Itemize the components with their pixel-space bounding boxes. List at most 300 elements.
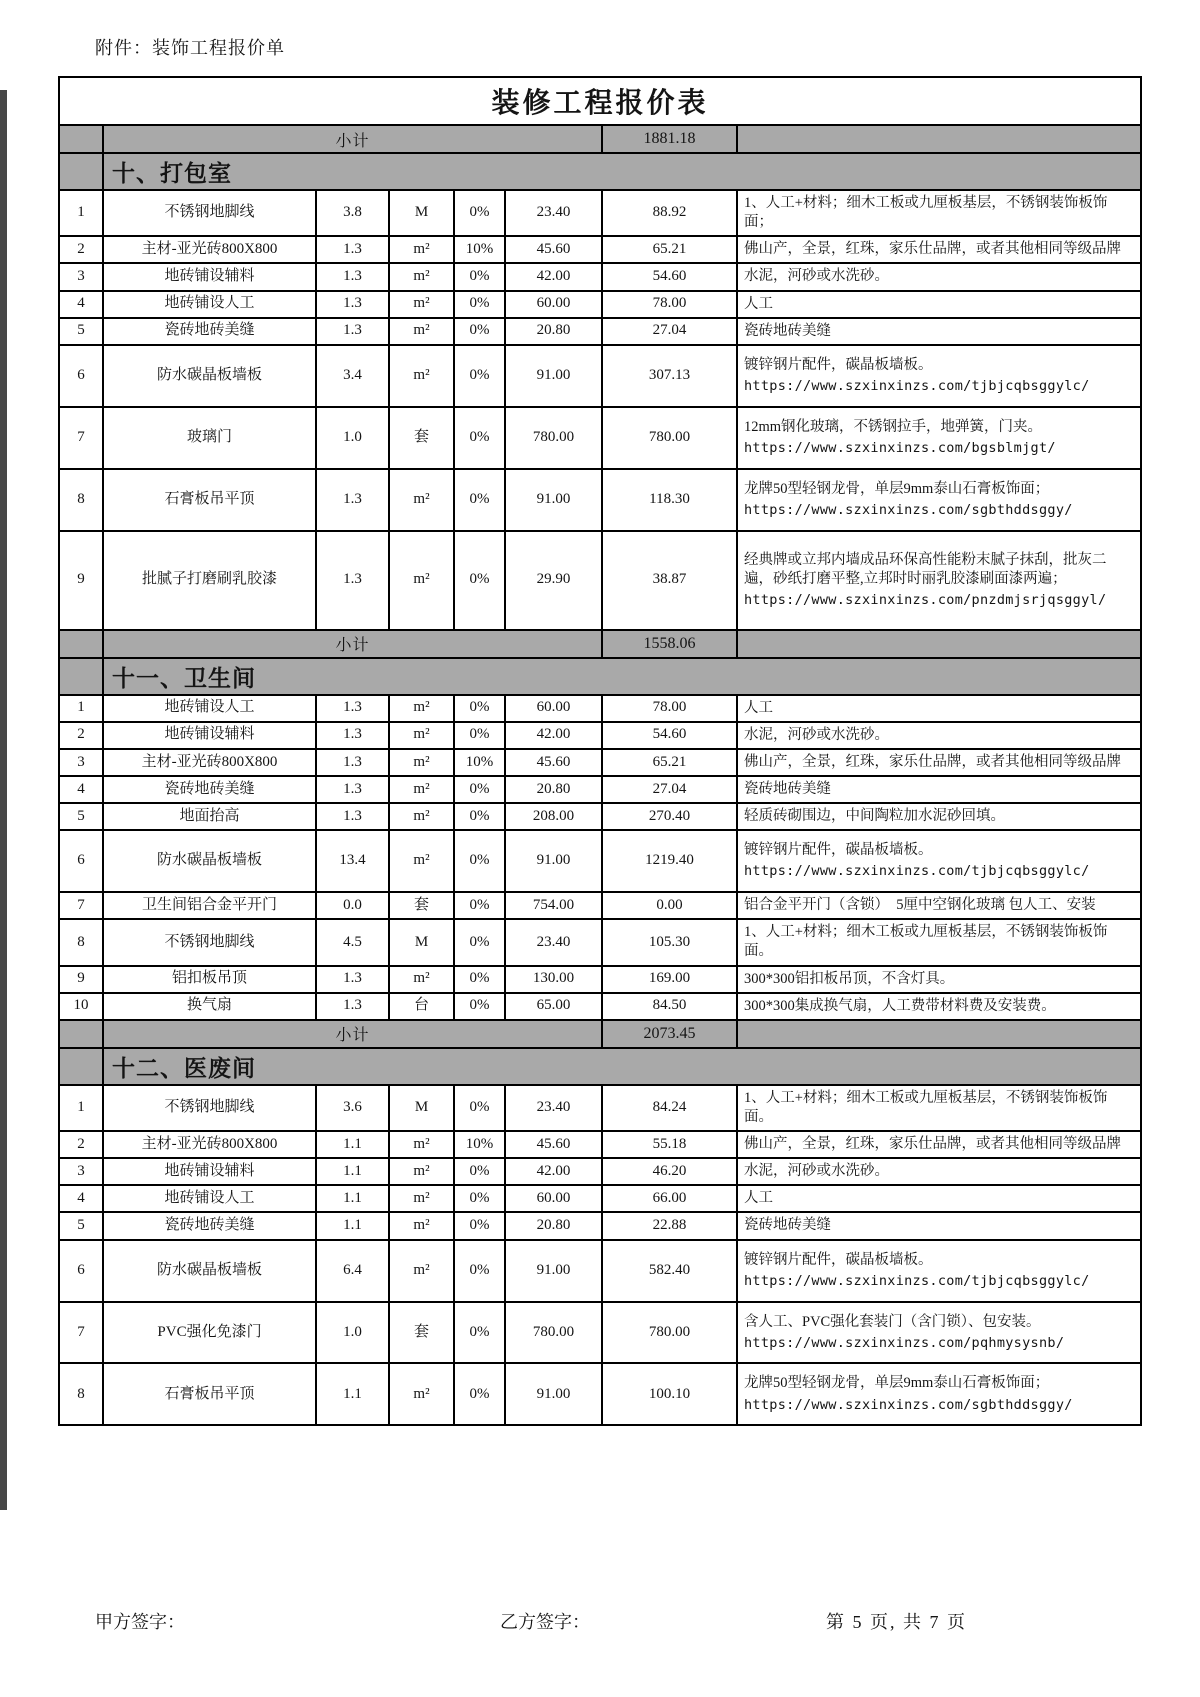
item-unit-price: 60.00 [505, 1185, 602, 1212]
item-row [59, 830, 1141, 892]
item-quantity: 1.3 [316, 469, 389, 531]
item-unit: m² [389, 469, 454, 531]
item-total: 22.88 [602, 1212, 737, 1239]
item-row [59, 966, 1141, 993]
row-index: 3 [59, 263, 103, 290]
section-index-cell [59, 153, 103, 190]
item-name: 石膏板吊平顶 [103, 469, 316, 531]
item-quantity: 3.8 [316, 190, 389, 236]
item-remark [737, 1240, 1141, 1302]
subtotal-remark-cell [737, 630, 1141, 658]
item-unit-price: 91.00 [505, 830, 602, 892]
item-unit: m² [389, 695, 454, 722]
item-unit: 台 [389, 993, 454, 1020]
item-remark [737, 1212, 1141, 1239]
item-quantity: 3.4 [316, 345, 389, 407]
item-remark [737, 1363, 1141, 1425]
section-title: 十二、医废间 [103, 1048, 1141, 1085]
remark-text: 水泥，河砂或水洗砂。 [744, 268, 889, 285]
item-loss-rate: 0% [454, 345, 505, 407]
item-row [59, 1240, 1141, 1302]
item-row [59, 407, 1141, 469]
section-index-cell [59, 1048, 103, 1085]
item-unit-price: 60.00 [505, 291, 602, 318]
item-unit-price: 23.40 [505, 190, 602, 236]
item-name: 玻璃门 [103, 407, 316, 469]
item-row [59, 695, 1141, 722]
section-title: 十、打包室 [103, 153, 1141, 190]
remark-text: 人工 [744, 699, 773, 716]
subtotal-label: 小计 [103, 630, 602, 658]
item-unit-price: 29.90 [505, 531, 602, 630]
item-unit: m² [389, 345, 454, 407]
item-total: 66.00 [602, 1185, 737, 1212]
item-row [59, 722, 1141, 749]
item-total: 78.00 [602, 291, 737, 318]
item-name: 防水碳晶板墙板 [103, 1240, 316, 1302]
attachment-label: 附件：装饰工程报价单 [95, 38, 285, 58]
item-name: 地砖铺设辅料 [103, 1158, 316, 1185]
item-quantity: 1.3 [316, 776, 389, 803]
item-row [59, 1085, 1141, 1131]
item-total: 270.40 [602, 803, 737, 830]
item-remark [737, 722, 1141, 749]
item-unit-price: 208.00 [505, 803, 602, 830]
item-total: 118.30 [602, 469, 737, 531]
item-unit: m² [389, 1131, 454, 1158]
row-index: 2 [59, 1131, 103, 1158]
item-row [59, 469, 1141, 531]
item-remark [737, 1158, 1141, 1185]
item-name: 防水碳晶板墙板 [103, 830, 316, 892]
item-total: 100.10 [602, 1363, 737, 1425]
remark-text: 1、人工+材料；细木工板或九厘板基层，不锈钢装饰板饰面； [744, 195, 1108, 231]
item-loss-rate: 0% [454, 776, 505, 803]
item-name: 防水碳晶板墙板 [103, 345, 316, 407]
remark-text: 佛山产，全景，红珠，家乐仕品牌，或者其他相同等级品牌 [744, 753, 1121, 770]
item-unit: 套 [389, 1302, 454, 1364]
item-total: 84.50 [602, 993, 737, 1020]
remark-url: https://www.szxinxinzs.com/tjbjcqbsggylc/ [744, 1272, 1090, 1289]
row-index: 2 [59, 236, 103, 263]
item-remark [737, 531, 1141, 630]
item-loss-rate: 0% [454, 531, 505, 630]
item-total: 27.04 [602, 318, 737, 345]
item-total: 84.24 [602, 1085, 737, 1131]
item-name: 卫生间铝合金平开门 [103, 892, 316, 919]
item-remark [737, 1085, 1141, 1131]
row-index: 6 [59, 830, 103, 892]
remark-url: https://www.szxinxinzs.com/tjbjcqbsggylc/ [744, 377, 1090, 394]
row-index: 1 [59, 1085, 103, 1131]
item-name: 瓷砖地砖美缝 [103, 1212, 316, 1239]
item-total: 780.00 [602, 407, 737, 469]
item-quantity: 13.4 [316, 830, 389, 892]
item-row [59, 1185, 1141, 1212]
item-row [59, 190, 1141, 236]
remark-url: https://www.szxinxinzs.com/sgbthddsggy/ [744, 501, 1073, 518]
row-index: 6 [59, 1240, 103, 1302]
item-row [59, 749, 1141, 776]
item-loss-rate: 0% [454, 1212, 505, 1239]
item-quantity: 1.3 [316, 318, 389, 345]
item-unit-price: 754.00 [505, 892, 602, 919]
row-index: 5 [59, 318, 103, 345]
item-quantity: 1.3 [316, 722, 389, 749]
remark-text: 人工 [744, 1190, 773, 1207]
row-index: 4 [59, 291, 103, 318]
item-unit: m² [389, 722, 454, 749]
remark-text: 镀锌钢片配件，碳晶板墙板。 [744, 1251, 933, 1268]
remark-text: 瓷砖地砖美缝 [744, 322, 831, 339]
item-name: 换气扇 [103, 993, 316, 1020]
item-name: 瓷砖地砖美缝 [103, 776, 316, 803]
item-name: 地砖铺设人工 [103, 291, 316, 318]
item-name: 主材-亚光砖800X800 [103, 236, 316, 263]
remark-text: 12mm钢化玻璃，不锈钢拉手，地弹簧，门夹。 [744, 418, 1043, 435]
item-unit-price: 45.60 [505, 236, 602, 263]
item-loss-rate: 0% [454, 993, 505, 1020]
item-total: 1219.40 [602, 830, 737, 892]
item-unit: m² [389, 776, 454, 803]
item-row [59, 318, 1141, 345]
scan-edge-shadow [0, 90, 7, 1510]
item-name: 主材-亚光砖800X800 [103, 1131, 316, 1158]
remark-text: 1、人工+材料；细木工板或九厘板基层，不锈钢装饰板饰面。 [744, 924, 1108, 960]
item-unit-price: 20.80 [505, 776, 602, 803]
row-index: 5 [59, 803, 103, 830]
item-row [59, 236, 1141, 263]
item-unit: M [389, 1085, 454, 1131]
item-quantity: 1.1 [316, 1131, 389, 1158]
item-unit: m² [389, 1363, 454, 1425]
remark-text: 水泥，河砂或水洗砂。 [744, 1163, 889, 1180]
item-quantity: 1.3 [316, 695, 389, 722]
remark-text: 瓷砖地砖美缝 [744, 781, 831, 797]
item-unit: m² [389, 531, 454, 630]
item-loss-rate: 0% [454, 469, 505, 531]
subtotal-remark-cell [737, 125, 1141, 153]
subtotal-value: 1558.06 [602, 630, 737, 658]
item-quantity: 1.3 [316, 291, 389, 318]
item-quantity: 1.1 [316, 1212, 389, 1239]
item-name: 主材-亚光砖800X800 [103, 749, 316, 776]
item-loss-rate: 0% [454, 695, 505, 722]
item-unit: m² [389, 1185, 454, 1212]
item-unit-price: 780.00 [505, 407, 602, 469]
item-unit-price: 91.00 [505, 1240, 602, 1302]
item-total: 54.60 [602, 722, 737, 749]
item-name: 不锈钢地脚线 [103, 190, 316, 236]
page-number-indicator: 第 5 页, 共 7 页 [826, 1612, 967, 1632]
item-remark [737, 291, 1141, 318]
item-unit-price: 20.80 [505, 1212, 602, 1239]
item-loss-rate: 0% [454, 919, 505, 965]
item-quantity: 1.1 [316, 1185, 389, 1212]
item-total: 78.00 [602, 695, 737, 722]
item-remark [737, 892, 1141, 919]
item-unit: m² [389, 830, 454, 892]
item-unit-price: 91.00 [505, 469, 602, 531]
item-unit-price: 42.00 [505, 1158, 602, 1185]
item-quantity: 1.3 [316, 263, 389, 290]
section-header-row [59, 658, 1141, 695]
item-remark [737, 966, 1141, 993]
item-unit: m² [389, 318, 454, 345]
subtotal-label: 小计 [103, 1020, 602, 1048]
item-unit-price: 42.00 [505, 263, 602, 290]
item-unit: m² [389, 1240, 454, 1302]
subtotal-remark-cell [737, 1020, 1141, 1048]
item-quantity: 1.0 [316, 1302, 389, 1364]
row-index: 4 [59, 776, 103, 803]
item-total: 88.92 [602, 190, 737, 236]
item-total: 55.18 [602, 1131, 737, 1158]
remark-text: 经典牌或立邦内墙成品环保高性能粉末腻子抹刮，批灰二遍，砂纸打磨平整,立邦时时丽乳胶漆刷面漆两遍； [744, 551, 1107, 587]
subtotal-index-cell [59, 630, 103, 658]
item-row [59, 291, 1141, 318]
item-unit: m² [389, 1212, 454, 1239]
remark-text: 龙牌50型轻钢龙骨，单层9mm泰山石膏板饰面； [744, 1375, 1050, 1392]
row-index: 8 [59, 469, 103, 531]
item-quantity: 3.6 [316, 1085, 389, 1131]
item-unit: m² [389, 1158, 454, 1185]
remark-text: 人工 [744, 295, 773, 312]
item-unit-price: 65.00 [505, 993, 602, 1020]
item-unit-price: 780.00 [505, 1302, 602, 1364]
party-a-signature-label: 甲方签字： [95, 1612, 185, 1632]
item-quantity: 1.0 [316, 407, 389, 469]
row-index: 8 [59, 1363, 103, 1425]
item-quantity: 1.3 [316, 966, 389, 993]
remark-url: https://www.szxinxinzs.com/bgsblmjgt/ [744, 439, 1056, 456]
item-unit-price: 91.00 [505, 1363, 602, 1425]
item-total: 780.00 [602, 1302, 737, 1364]
item-name: 地砖铺设人工 [103, 695, 316, 722]
item-quantity: 1.3 [316, 236, 389, 263]
item-total: 27.04 [602, 776, 737, 803]
item-row [59, 919, 1141, 965]
row-index: 3 [59, 749, 103, 776]
item-loss-rate: 0% [454, 722, 505, 749]
item-row [59, 1302, 1141, 1364]
item-loss-rate: 0% [454, 318, 505, 345]
item-remark [737, 1131, 1141, 1158]
item-remark [737, 236, 1141, 263]
item-quantity: 1.1 [316, 1158, 389, 1185]
item-unit: m² [389, 749, 454, 776]
remark-text: 300*300集成换气扇，人工费带材料费及安装费。 [744, 997, 1056, 1014]
item-loss-rate: 0% [454, 1363, 505, 1425]
item-row [59, 993, 1141, 1020]
item-unit-price: 45.60 [505, 749, 602, 776]
section-index-cell [59, 658, 103, 695]
item-quantity: 1.3 [316, 993, 389, 1020]
item-row [59, 803, 1141, 830]
item-unit: 套 [389, 892, 454, 919]
item-remark [737, 190, 1141, 236]
section-title: 十一、卫生间 [103, 658, 1141, 695]
item-row [59, 1158, 1141, 1185]
item-row [59, 1363, 1141, 1425]
item-unit-price: 60.00 [505, 695, 602, 722]
item-total: 582.40 [602, 1240, 737, 1302]
item-unit: M [389, 919, 454, 965]
remark-text: 瓷砖地砖美缝 [744, 1217, 831, 1234]
item-quantity: 1.1 [316, 1363, 389, 1425]
item-loss-rate: 0% [454, 892, 505, 919]
item-remark [737, 776, 1141, 803]
subtotal-row [59, 125, 1141, 153]
item-name: 瓷砖地砖美缝 [103, 318, 316, 345]
item-loss-rate: 0% [454, 1302, 505, 1364]
remark-text: 镀锌钢片配件，碳晶板墙板。 [744, 356, 933, 373]
item-quantity: 1.3 [316, 803, 389, 830]
item-loss-rate: 10% [454, 236, 505, 263]
row-index: 9 [59, 966, 103, 993]
item-remark [737, 318, 1141, 345]
remark-text: 含人工、PVC强化套装门（含门锁）、包安装。 [744, 1313, 1041, 1330]
subtotal-index-cell [59, 1020, 103, 1048]
item-loss-rate: 0% [454, 407, 505, 469]
page-footer [0, 1608, 1200, 1638]
row-index: 7 [59, 407, 103, 469]
remark-text: 1、人工+材料；细木工板或九厘板基层，不锈钢装饰板饰面。 [744, 1089, 1108, 1125]
remark-text: 水泥，河砂或水洗砂。 [744, 726, 889, 743]
row-index: 2 [59, 722, 103, 749]
item-name: 石膏板吊平顶 [103, 1363, 316, 1425]
row-index: 1 [59, 695, 103, 722]
subtotal-value: 2073.45 [602, 1020, 737, 1048]
party-b-signature-label: 乙方签字： [500, 1612, 590, 1632]
item-quantity: 1.3 [316, 531, 389, 630]
item-unit-price: 20.80 [505, 318, 602, 345]
item-unit: 套 [389, 407, 454, 469]
item-remark [737, 695, 1141, 722]
item-unit-price: 45.60 [505, 1131, 602, 1158]
item-quantity: 6.4 [316, 1240, 389, 1302]
item-name: 不锈钢地脚线 [103, 919, 316, 965]
item-loss-rate: 0% [454, 1240, 505, 1302]
item-row [59, 1131, 1141, 1158]
item-name: 地砖铺设辅料 [103, 722, 316, 749]
row-index: 6 [59, 345, 103, 407]
subtotal-row [59, 1020, 1141, 1048]
item-total: 169.00 [602, 966, 737, 993]
item-total: 65.21 [602, 236, 737, 263]
item-name: 地砖铺设辅料 [103, 263, 316, 290]
item-total: 65.21 [602, 749, 737, 776]
remark-url: https://www.szxinxinzs.com/sgbthddsggy/ [744, 1396, 1073, 1413]
row-index: 1 [59, 190, 103, 236]
row-index: 3 [59, 1158, 103, 1185]
item-remark [737, 263, 1141, 290]
remark-url: https://www.szxinxinzs.com/pnzdmjsrjqsggyl/ [744, 591, 1107, 608]
item-quantity: 0.0 [316, 892, 389, 919]
item-unit: M [389, 190, 454, 236]
row-index: 7 [59, 1302, 103, 1364]
item-row [59, 345, 1141, 407]
subtotal-row [59, 630, 1141, 658]
item-loss-rate: 0% [454, 1185, 505, 1212]
item-loss-rate: 0% [454, 1158, 505, 1185]
item-loss-rate: 0% [454, 966, 505, 993]
subtotal-value: 1881.18 [602, 125, 737, 153]
remark-url: https://www.szxinxinzs.com/tjbjcqbsggylc/ [744, 863, 1090, 880]
item-remark [737, 830, 1141, 892]
item-remark [737, 407, 1141, 469]
item-loss-rate: 0% [454, 830, 505, 892]
item-loss-rate: 10% [454, 749, 505, 776]
item-unit: m² [389, 291, 454, 318]
row-index: 4 [59, 1185, 103, 1212]
item-quantity: 4.5 [316, 919, 389, 965]
item-unit: m² [389, 803, 454, 830]
row-index: 10 [59, 993, 103, 1020]
item-remark [737, 1302, 1141, 1364]
item-row [59, 263, 1141, 290]
subtotal-label: 小计 [103, 125, 602, 153]
item-total: 38.87 [602, 531, 737, 630]
item-unit-price: 130.00 [505, 966, 602, 993]
item-unit-price: 42.00 [505, 722, 602, 749]
item-remark [737, 803, 1141, 830]
item-loss-rate: 0% [454, 803, 505, 830]
quotation-table [58, 76, 1142, 1426]
remark-text: 佛山产，全景，红珠，家乐仕品牌，或者其他相同等级品牌 [744, 241, 1121, 258]
row-index: 5 [59, 1212, 103, 1239]
item-name: 铝扣板吊顶 [103, 966, 316, 993]
item-name: 批腻子打磨刷乳胶漆 [103, 531, 316, 630]
item-row [59, 892, 1141, 919]
item-remark [737, 749, 1141, 776]
remark-text: 龙牌50型轻钢龙骨，单层9mm泰山石膏板饰面； [744, 480, 1050, 497]
item-total: 0.00 [602, 892, 737, 919]
row-index: 9 [59, 531, 103, 630]
item-unit: m² [389, 236, 454, 263]
remark-text: 轻质砖砌围边，中间陶粒加水泥砂回填。 [744, 808, 1005, 825]
table-title: 装修工程报价表 [59, 77, 1141, 125]
row-index: 7 [59, 892, 103, 919]
item-row [59, 531, 1141, 630]
remark-text: 300*300铝扣板吊顶，不含灯具。 [744, 970, 955, 987]
section-header-row [59, 153, 1141, 190]
item-name: 地面抬高 [103, 803, 316, 830]
item-remark [737, 919, 1141, 965]
item-loss-rate: 0% [454, 263, 505, 290]
item-loss-rate: 0% [454, 1085, 505, 1131]
item-loss-rate: 0% [454, 291, 505, 318]
item-name: 地砖铺设人工 [103, 1185, 316, 1212]
item-remark [737, 345, 1141, 407]
table-title-row [59, 77, 1141, 125]
remark-text: 佛山产，全景，红珠，家乐仕品牌，或者其他相同等级品牌 [744, 1136, 1121, 1153]
subtotal-index-cell [59, 125, 103, 153]
item-total: 54.60 [602, 263, 737, 290]
item-remark [737, 1185, 1141, 1212]
section-header-row [59, 1048, 1141, 1085]
remark-url: https://www.szxinxinzs.com/pqhmysysnb/ [744, 1334, 1065, 1351]
item-unit: m² [389, 263, 454, 290]
remark-text: 镀锌钢片配件，碳晶板墙板。 [744, 842, 933, 859]
remark-text: 铝合金平开门（含锁） 5厘中空钢化玻璃 包人工、安装 [744, 897, 1096, 914]
item-name: PVC强化免漆门 [103, 1302, 316, 1364]
item-remark [737, 993, 1141, 1020]
item-remark [737, 469, 1141, 531]
item-unit: m² [389, 966, 454, 993]
item-name: 不锈钢地脚线 [103, 1085, 316, 1131]
item-loss-rate: 0% [454, 190, 505, 236]
